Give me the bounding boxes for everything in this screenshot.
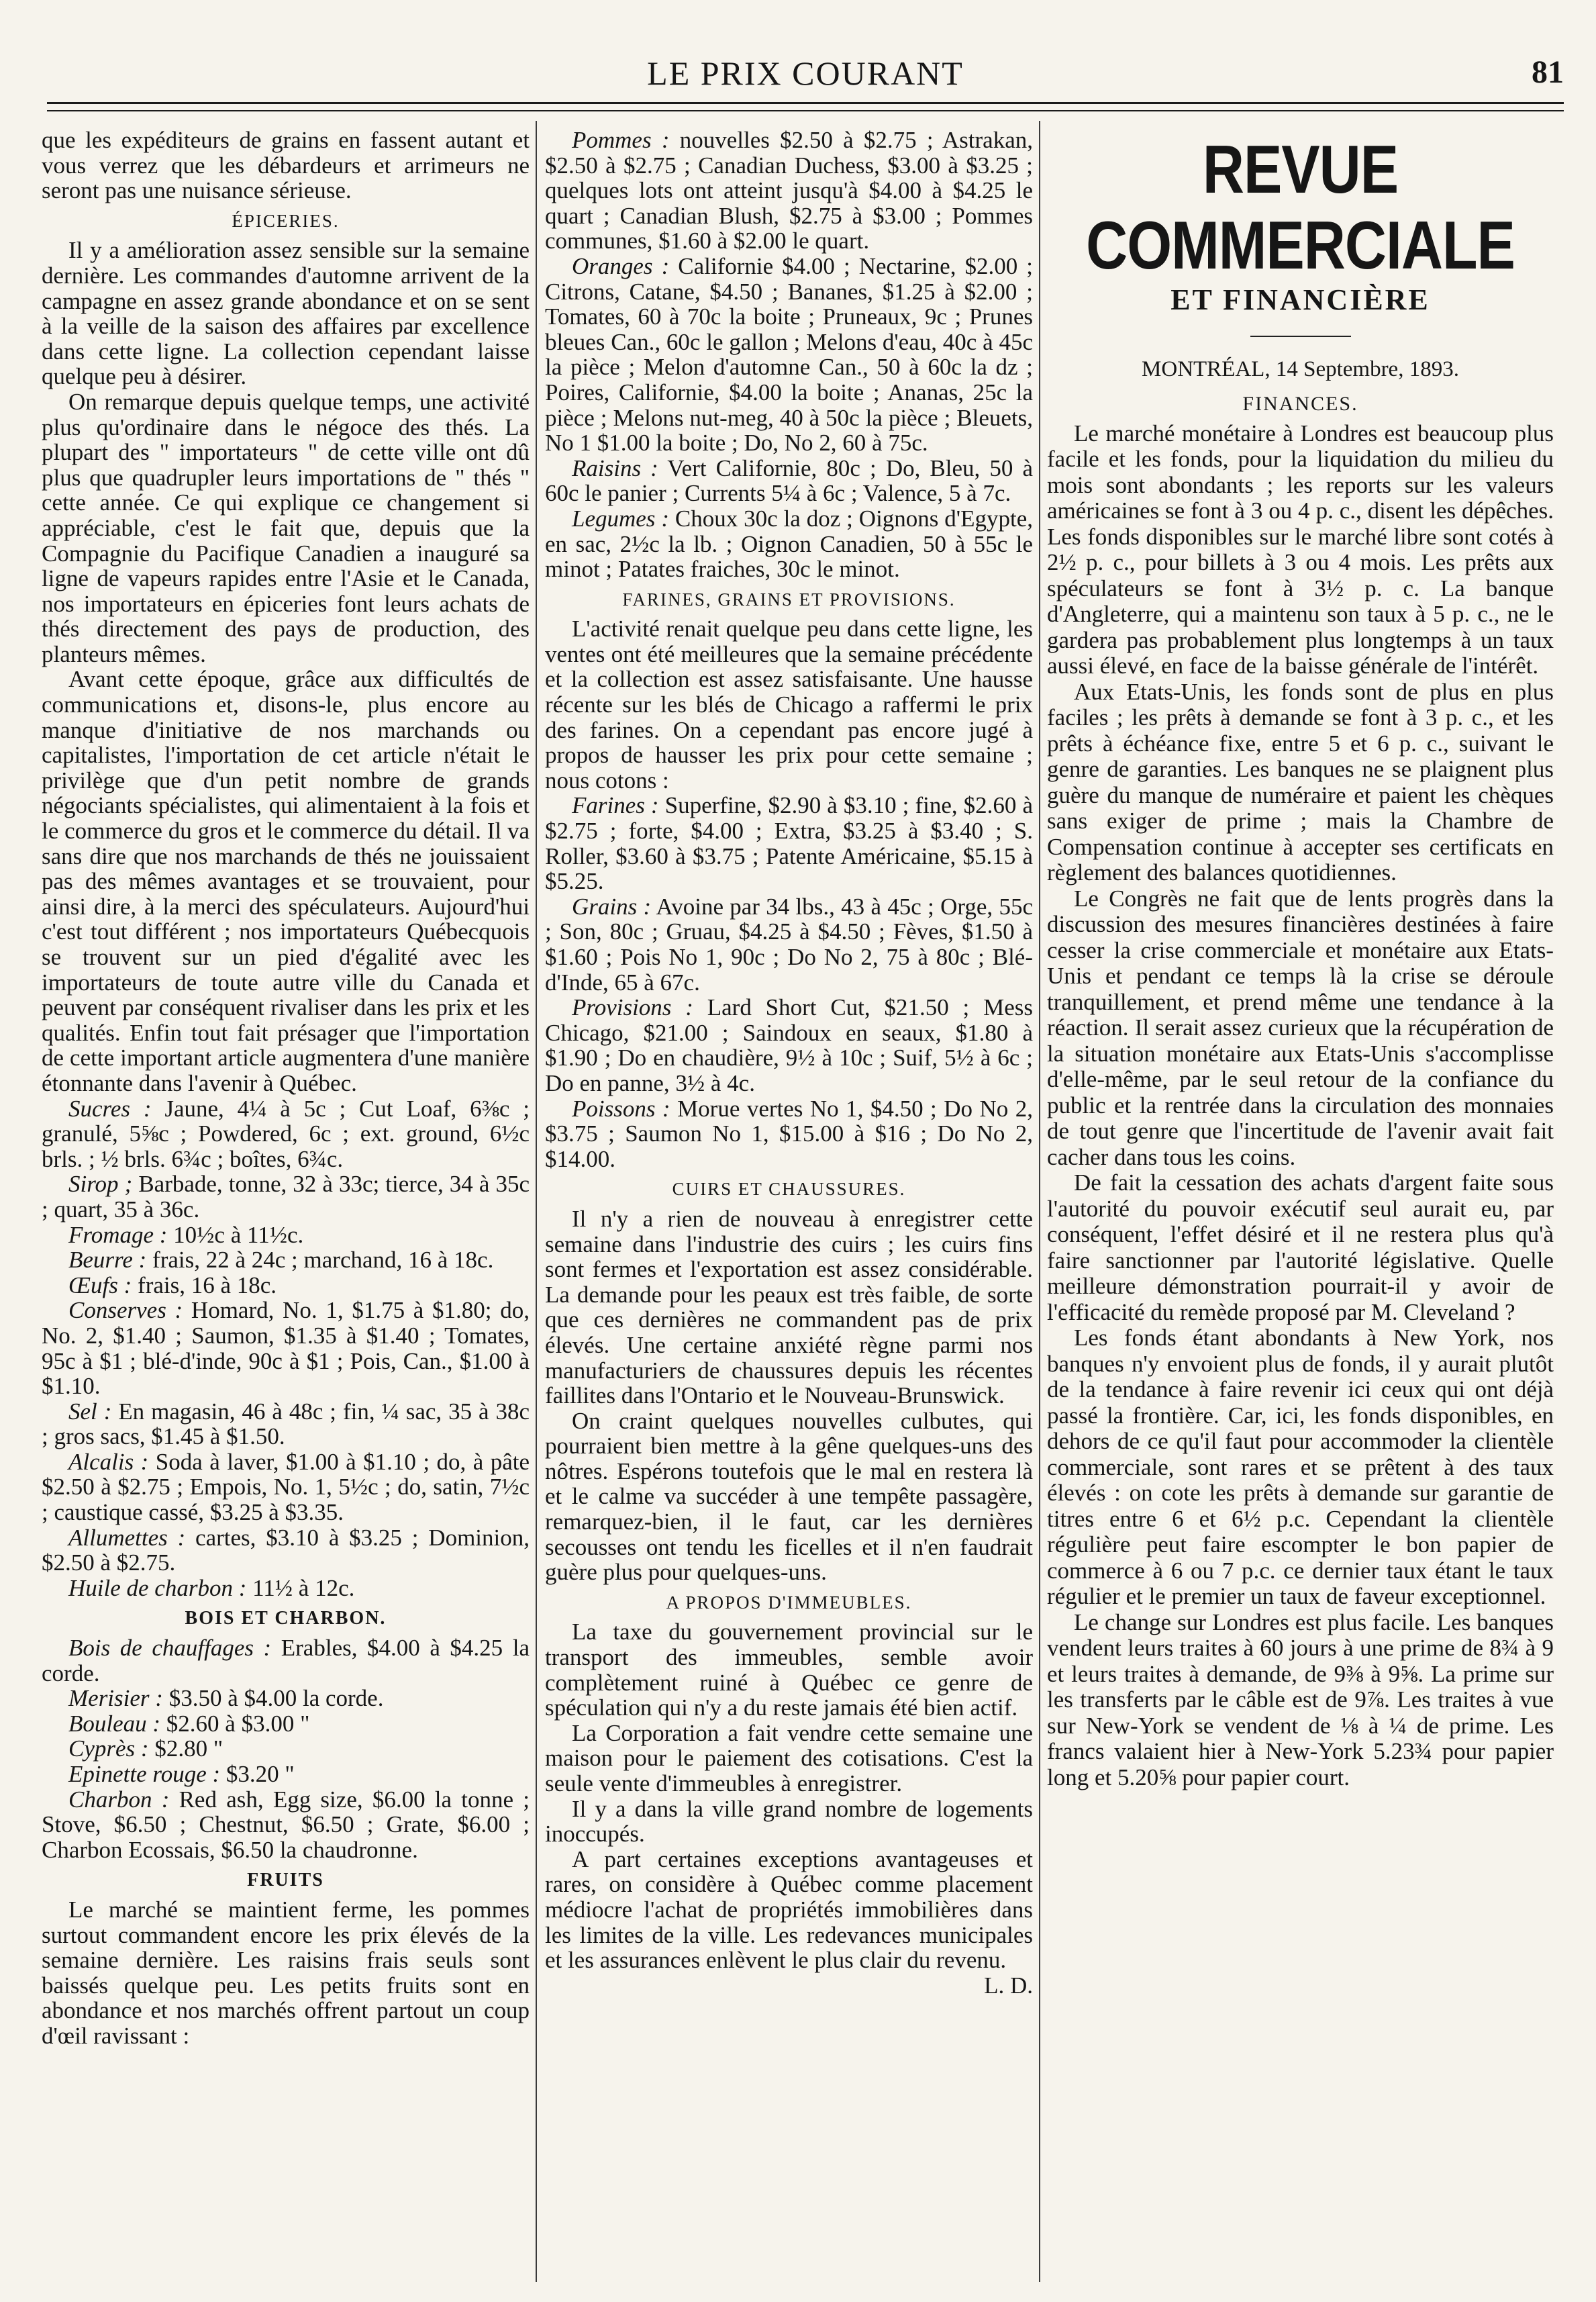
paragraph: Avant cette époque, grâce aux difficultés de communications et, disons-le, plus encore au manque d'initiative de nos marchands ou capitalistes, l'importation de cet article n'était le privilège que d'un petit nombre de grands négociants spécialistes, qui alimentaient à la fois et le commerce du gros et le commerce du détail. Il va sans dire que nos marchands de thés ne jouissaient pas des mêmes avantages et se trouvaient, pour ainsi dire, à la merci des spéculateurs. Aujourd'hui c'est tout différent ; nos importateurs Québecquois se trouvent sur un pied d'égalité avec les importateurs de toute autre ville du Canada et peuvent par conséquent rivaliser dans les prix et les qualités. Enfin tout fait présager que l'importation de cette important article augmentera d'une manière étonnante dans l'avenir à Québec.	[42, 666, 530, 1096]
paragraph: Les fonds étant abondants à New York, nos banques n'y envoient plus de fonds, il y aurait plutôt de la tendance à faire revenir ici ceux qui ont déjà passé la frontière. Car, ici, les fonds disponibles, en dehors de ce qu'il faut pour accommoder la clientèle commerciale, sont rares et se prêtent à des taux élevés : on cote les prêts à demande sur garantie de titres entre 6 et 6½ p.c. Cependant la clientèle régulière peut faire escompter le bon papier de commerce à 6 ou 7 p.c. ce dernier taux étant le taux régulier et le premier un taux de faveur exceptionnel.	[1047, 1325, 1554, 1610]
header-rule-top	[47, 102, 1564, 104]
price-item-beurre: Beurre : frais, 22 à 24c ; marchand, 16 à 18c.	[68, 1247, 494, 1274]
author-signature: L. D.	[984, 1972, 1033, 1999]
paragraph: Le marché se maintient ferme, les pommes surtout commandent encore les prix élevés de la semaine dernière. Les raisins frais seuls sont baissés quelque peu. Les petits fruits sont en abondance et nos marchés offrent partout un coup d'œil ravissant :	[42, 1896, 530, 2049]
price-item-sel: Sel : En magasin, 46 à 48c ; fin, ¼ sac, 35 à 38c ; gros sacs, $1.45 à $1.50.	[42, 1398, 530, 1450]
price-item-farines: Farines : Superfine, $2.90 à $3.10 ; fine, $2.60 à $2.75 ; forte, $4.00 ; Extra, $3.25 à $3.40 ; S. Roller, $3.60 à $3.75 ; Patente Américaine, $5.15 à $5.25.	[545, 792, 1033, 895]
publication-title: LE PRIX COURANT	[647, 54, 964, 92]
column-middle	[545, 128, 1033, 2282]
header-rule-bottom	[47, 110, 1564, 111]
paragraph: De fait la cessation des achats d'argent faite sous l'autorité du pouvoir exécutif seul aurait eu, par conséquent, l'effet désiré et il ne restera plus qu'à faire sanctionner par l'autorité législative. Quelle meilleure démonstration pourrait-il y avoir de l'efficacité du remède proposé par M. Cleveland ?	[1047, 1169, 1554, 1325]
paragraph: La taxe du gouvernement provincial sur le transport des immeubles, semble avoir complètement ruiné à Québec ce genre de spéculation qui n'y a du reste jamais été bien actif.	[545, 1619, 1033, 1721]
price-item-bois: Bois de chauffages : Erables, $4.00 à $4.25 la corde.	[42, 1635, 530, 1686]
price-item-raisins: Raisins : Vert Californie, 80c ; Do, Bleu, 50 à 60c le panier ; Currents 5¼ à 6c ; Valence, 5 à 7c.	[545, 454, 1033, 507]
price-item-poissons: Poissons : Morue vertes No 1, $4.50 ; Do No 2, $3.75 ; Saumon No 1, $15.00 à $16 ; Do No 2, $14.00.	[545, 1095, 1033, 1172]
price-item-epinette: Epinette rouge : $3.20 "	[68, 1761, 295, 1787]
paragraph: A part certaines exceptions avantageuses et rares, on considère à Québec comme placement médiocre l'achat de propriétés immobilières dans les limites de la ville. Les redevances municipales et les assurances enlèvent le plus clair du revenu.	[545, 1845, 1033, 1974]
price-item-huile: Huile de charbon : 11½ à 12c.	[68, 1574, 355, 1601]
column-divider-2	[1039, 121, 1040, 2282]
paragraph: Il y a dans la ville grand nombre de logements inoccupés.	[545, 1795, 1033, 1848]
paragraph: On remarque depuis quelque temps, une activité plus qu'ordinaire dans le négoce des thés. La plupart des " importateurs " de cette ville ont dû plus que quadrupler leurs importations de " thés " cette année. Ce qui explique ce changement si appréciable, c'est le fait que, depuis que la Compagnie du Pacifique Canadien a inauguré sa ligne de vapeurs rapides entre l'Asie et le Canada, nos importateurs en épiceries font leurs achats de thés directement des pays de production, des planteurs mêmes.	[42, 388, 530, 667]
price-item-fromage: Fromage : 10½c à 11½c.	[68, 1221, 304, 1248]
paragraph-intro: que les expéditeurs de grains en fassent autant et vous verrez que les débardeurs et arrimeurs ne seront pas une nuisance sérieuse.	[42, 128, 530, 204]
section-heading-bois: BOIS ET CHARBON.	[185, 1608, 387, 1629]
price-item-allumettes: Allumettes : cartes, $3.10 à $3.25 ; Dominion, $2.50 à $2.75.	[42, 1524, 530, 1576]
page-number: 81	[1532, 54, 1564, 90]
page-header	[47, 54, 1564, 94]
price-item-merisier: Merisier : $3.50 à $4.00 la corde.	[68, 1685, 384, 1712]
column-left	[42, 128, 530, 2282]
paragraph: Le change sur Londres est plus facile. Les banques vendent leurs traites à 60 jours à une prime de 8¾ à 9 et leurs traites à demande, de 9⅜ à 9⅝. La prime sur les transferts par le câble est de 9⅞. Les traites à vue sur New-York se vendent de ⅛ à ¼ de prime. Les francs valaient hier à New-York 5.23¾ pour papier long et 5.20⅝ pour papier court.	[1047, 1609, 1554, 1790]
price-item-bouleau: Bouleau : $2.60 à $3.00 "	[68, 1710, 310, 1737]
price-item-provisions: Provisions : Lard Short Cut, $21.50 ; Mess Chicago, $21.00 ; Saindoux en seaux, $1.80 à $1.90 ; Do en chaudière, 9½ à 10c ; Suif, 5½ à 6c ; Do en panne, 3½ à 4c.	[545, 994, 1033, 1096]
column-divider-1	[536, 121, 537, 2282]
price-item-grains: Grains : Avoine par 34 lbs., 43 à 45c ; Orge, 55c ; Son, 80c ; Gruau, $4.25 à $4.50 ; Fèves, $1.50 à $1.60 ; Pois No 1, 90c ; Do No 2, 75 à 80c ; Blé-d'Inde, 65 à 67c.	[545, 893, 1033, 996]
section-heading-farines: FARINES, GRAINS ET PROVISIONS.	[622, 589, 956, 610]
price-item-sucres: Sucres : Jaune, 4¼ à 5c ; Cut Loaf, 6⅜c ; granulé, 5⅝c ; Powdered, 6c ; ext. ground, 6½c brls. ; ½ brls. 6¾c ; boîtes, 6¾c.	[42, 1095, 530, 1172]
price-item-cypres: Cyprès : $2.80 "	[68, 1735, 223, 1762]
masthead-title: REVUE COMMERCIALE	[1086, 132, 1515, 284]
paragraph: Aux Etats-Unis, les fonds sont de plus en plus faciles ; les prêts à demande se font à 3 p. c., et les prêts à échéance fixe, entre 5 et 6 p. c., suivant le genre de garanties. Les banques ne se plaignent plus guère du manque de numéraire et paient les chèques sans exiger de prime ; mais la Chambre de Compensation continue à accepter ses certificats en règlement des balances quotidiennes.	[1047, 678, 1554, 886]
paragraph: Le Congrès ne fait que de lents progrès dans la discussion des mesures financières destinées à faire cesser la crise commerciale et monétaire aux Etats-Unis et pendant ce temps là la crise se déroule tranquillement, et prend même une tendance à la réaction. Il serait assez curieux que la récupération de la situation monétaire aux Etats-Unis s'accomplisse d'elle-même, par le seul retour de la confiance du public et la rentrée dans la circulation des monnaies de tout genre que l'incertitude de l'avenir avait fait cacher dans tous les coins.	[1047, 885, 1554, 1170]
masthead-subtitle: ET FINANCIÈRE	[1170, 283, 1430, 316]
paragraph: L'activité renait quelque peu dans cette ligne, les ventes ont été meilleures que la semaine précédente et la collection est assez satisfaisante. Une hausse récente sur les blés de Chicago a raffermi le prix des farines. On a cependant pas encore jugé à propos de hausser les prix pour cette semaine ; nous cotons :	[545, 616, 1033, 794]
section-heading-cuirs: CUIRS ET CHAUSSURES.	[672, 1179, 906, 1200]
price-item-oranges: Oranges : Californie $4.00 ; Nectarine, $2.00 ; Citrons, Catane, $4.50 ; Bananes, $1.25 à $2.00 ; Tomates, 60 à 70c la boite ; Pruneaux, 9c ; Prunes bleues Can., 60c le gallon ; Melons d'eau, 40c à 45c la pièce ; Melon d'automne Can., 50 à 60c la dz ; Poires, Californie, $4.00 la boite ; Ananas, 25c la pièce ; Melons nut-meg, 40 à 50c la pièce ; Bleuets, No 1 $1.00 la boite ; Do, No 2, 60 à 75c.	[545, 252, 1033, 457]
price-item-conserves: Conserves : Homard, No. 1, $1.75 à $1.80; do, No. 2, $1.40 ; Saumon, $1.35 à $1.40 ; Tomates, 95c à $1 ; blé-d'inde, 90c à $1 ; Pois, Can., $1.00 à $1.10.	[42, 1297, 530, 1400]
price-item-charbon: Charbon : Red ash, Egg size, $6.00 la tonne ; Stove, $6.50 ; Chestnut, $6.50 ; Grate, $6.00 ; Charbon Ecossais, $6.50 la chaudronne.	[42, 1786, 530, 1863]
paragraph: Il n'y a rien de nouveau à enregistrer cette semaine dans l'industrie des cuirs ; les cuirs fins sont fermes et l'exportation est assez considérable. La demande pour les peaux est très faible, de sorte que ces dernières ne commandent pas de prix élevés. Une certaine anxiété règne parmi nos manufacturiers de chaussures depuis les récentes faillites dans l'Ontario et le Nouveau-Brunswick.	[545, 1205, 1033, 1409]
column-right	[1047, 128, 1554, 2282]
price-item-alcalis: Alcalis : Soda à laver, $1.00 à $1.10 ; do, à pâte $2.50 à $2.75 ; Empois, No. 1, 5½c ; do, satin, 7½c ; caustique cassé, $3.25 à $3.35.	[42, 1448, 530, 1526]
section-heading-immeubles: A PROPOS D'IMMEUBLES.	[666, 1592, 912, 1613]
paragraph: Le marché monétaire à Londres est beaucoup plus facile et les fonds, pour la liquidation du milieu du mois sont abondants ; les reports sur les valeurs américaines se font à 3 ou 4 p. c., disent les dépêches. Les fonds disponibles sur le marché libre sont cotés à 2½ p. c., pour billets à 3 ou 4 mois. Les prêts aux spéculateurs se font à 3½ p. c. La banque d'Angleterre, qui a maintenu son taux à 5 p. c., ne le gardera pas probablement plus longtemps à un taux aussi élevé, en face de la baisse générale de l'intérêt.	[1047, 420, 1554, 679]
section-heading-finances: FINANCES.	[1242, 393, 1358, 416]
price-item-oeufs: Œufs : frais, 16 à 18c.	[68, 1272, 277, 1298]
price-item-legumes: Legumes : Choux 30c la doz ; Oignons d'Egypte, en sac, 2½c la lb. ; Oignon Canadien, 50 à 55c le minot ; Patates fraiches, 30c le minot.	[545, 505, 1033, 583]
section-heading-epiceries: ÉPICERIES.	[232, 210, 340, 231]
masthead-rule	[1250, 336, 1351, 337]
paragraph: On craint quelques nouvelles culbutes, qui pourraient bien mettre à la gêne quelques-uns des nôtres. Espérons toutefois que le mal en restera là et le calme va succéder à une tempête passagère, remarquez-bien, il le faut, car les dernières secousses ont tendu les ficelles et il n'en faudrait guère plus pour quelques-uns.	[545, 1407, 1033, 1586]
paragraph: Il y a amélioration assez sensible sur la semaine dernière. Les commandes d'automne arrivent de la campagne en assez grande abondance et on se sent à la veille de la saison des affaires par excellence dans cette ligne. La collection cependant laisse quelque peu à désirer.	[42, 237, 530, 390]
section-heading-fruits: FRUITS	[247, 1870, 324, 1891]
price-item-pommes: Pommes : nouvelles $2.50 à $2.75 ; Astrakan, $2.50 à $2.75 ; Canadian Duchess, $3.00 à $3.25 ; quelques lots ont atteint jusqu'à $4.00 à $4.25 le quart ; Canadian Blush, $2.75 à $3.00 ; Pommes communes, $1.60 à $2.00 le quart.	[545, 128, 1033, 254]
paragraph: La Corporation a fait vendre cette semaine une maison pour le paiement des cotisations. C'est la seule vente d'immeubles à enregistrer.	[545, 1719, 1033, 1796]
dateline: MONTRÉAL, 14 Septembre, 1893.	[1142, 356, 1459, 381]
price-item-sirop: Sirop ; Barbade, tonne, 32 à 33c; tierce, 34 à 35c ; quart, 35 à 36c.	[42, 1171, 530, 1222]
